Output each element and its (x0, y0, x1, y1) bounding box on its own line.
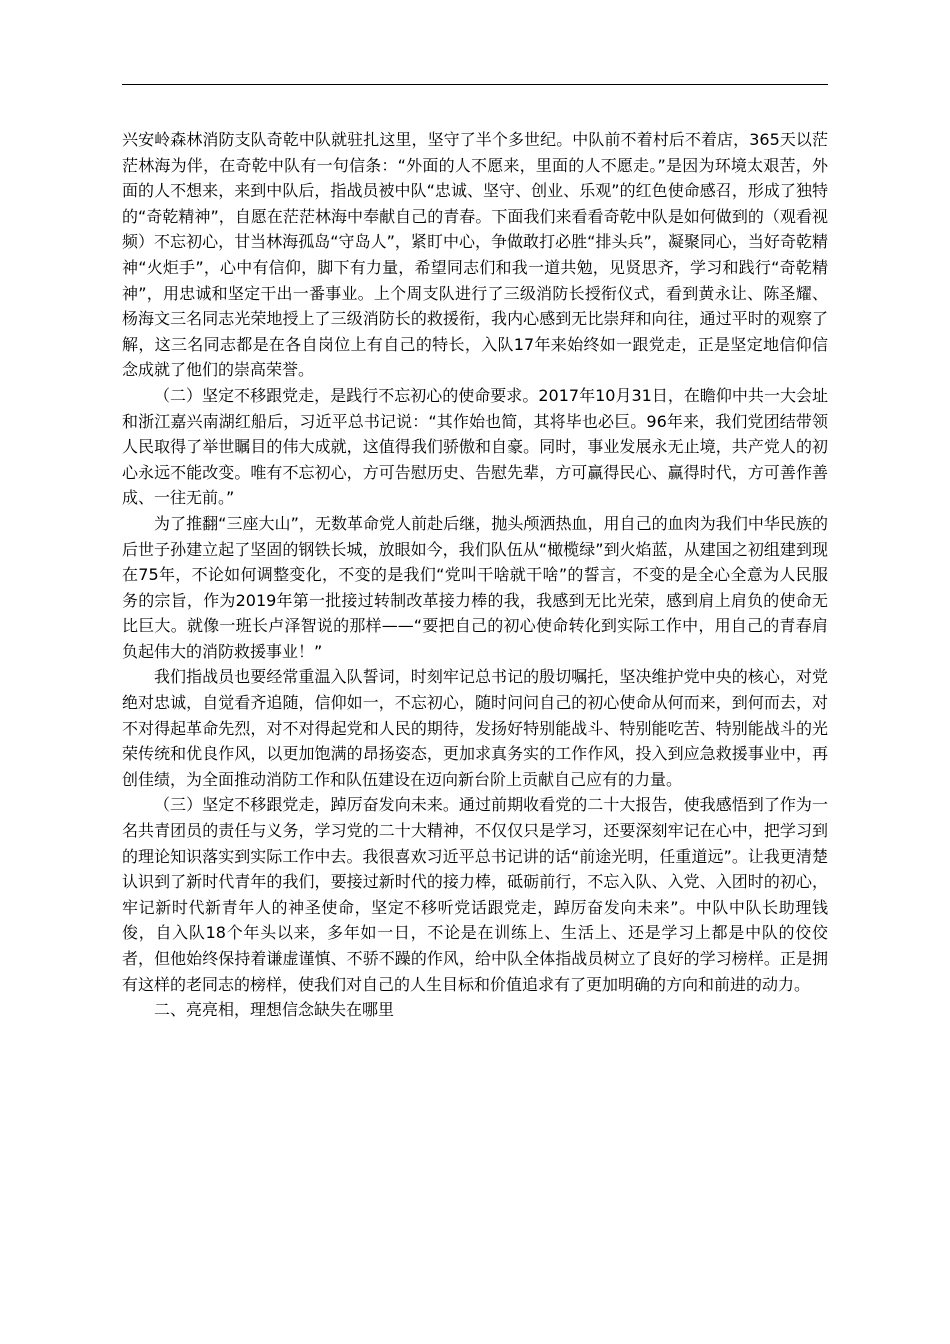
paragraph-oath: 我们指战员也要经常重温入队誓词，时刻牢记总书记的殷切嘱托，坚决维护党中央的核心，对党绝对忠诚，自觉看齐追随，信仰如一，不忘初心，随时问问自己的初心使命从何而来，到何而去，对不对得起革命先烈，对不对得起党和人民的期待，发扬好特别能战斗、特别能吃苦、特别能战斗的光荣传统和优良作风，以更加饱满的昂扬姿态，更加求真务实的工作作风，投入到应急救援事业中，再创佳绩，为全面推动消防工作和队伍建设在迈向新台阶上贡献自己应有的力量。 (122, 667, 828, 789)
paragraph-continuation: 兴安岭森林消防支队奇乾中队就驻扎这里，坚守了半个多世纪。中队前不着村后不着店，365天以茫茫林海为伴，在奇乾中队有一句信条：“外面的人不愿来，里面的人不愿走。”是因为环境太艰苦，外面的人不想来，来到中队后，指战员被中队“忠诚、坚守、创业、乐观”的红色使命感召，形成了独特的“奇乾精神”，自愿在茫茫林海中奉献自己的青春。下面我们来看看奇乾中队是如何做到的（观看视频）不忘初心，甘当林海孤岛“守岛人”，紧盯中心，争做敢打必胜“排头兵”，凝聚同心，当好奇乾精神“火炬手”，心中有信仰，脚下有力量，希望同志们和我一道共勉，见贤思齐，学习和践行“奇乾精神”，用忠诚和坚定干出一番事业。上个周支队进行了三级消防长授衔仪式，看到黄永让、陈圣耀、杨海文三名同志光荣地授上了三级消防长的救援衔，我内心感到无比崇拜和向往，通过平时的观察了解，这三名同志都是在各自岗位上有自己的特长，入队17年来始终如一跟党走，正是坚定地信仰信念成就了他们的崇高荣誉。 (122, 130, 828, 380)
section-heading: 二、亮亮相，理想信念缺失在哪里 (154, 1000, 395, 1020)
document-body (122, 127, 828, 1023)
paragraph-section-three: （三）坚定不移跟党走，踔厉奋发向未来。通过前期收看党的二十大报告，使我感悟到了作为一名共青团员的责任与义务，学习党的二十大精神，不仅仅只是学习，还要深刻牢记在心中，把学习到的理论知识落实到实际工作中去。我很喜欢习近平总书记讲的话“前途光明，任重道远”。让我更清楚认识到了新时代青年的我们，要接过新时代的接力棒，砥砺前行，不忘入队、入党、入团时的初心，牢记新时代新青年人的神圣使命，坚定不移听党话跟党走，踔厉奋发向未来”。中队中队长助理钱俊，自入队18个年头以来，多年如一日，不论是在训练上、生活上、还是学习上都是中队的佼佼者，但他始终保持着谦虚谨慎、不骄不躁的作风，给中队全体指战员树立了良好的学习榜样。正是拥有这样的老同志的榜样，使我们对自己的人生目标和价值追求有了更加明确的方向和前进的动力。 (122, 795, 828, 994)
paragraph-history: 为了推翻“三座大山”，无数革命党人前赴后继，抛头颅洒热血，用自己的血肉为我们中华民族的后世子孙建立起了坚固的钢铁长城，放眼如今，我们队伍从“橄榄绿”到火焰蓝，从建国之初组建到现在75年，不论如何调整变化，不变的是我们“党叫干啥就干啥”的誓言，不变的是全心全意为人民服务的宗旨，作为2019年第一批接过转制改革接力棒的我，我感到无比光荣，感到肩上肩负的使命无比巨大。就像一班长卢泽智说的那样——“要把自己的初心使命转化到实际工作中，用自己的青春肩负起伟大的消防救援事业！” (122, 513, 828, 661)
header-rule (122, 84, 828, 85)
paragraph-section-two: （二）坚定不移跟党走，是践行不忘初心的使命要求。2017年10月31日，在瞻仰中共一大会址和浙江嘉兴南湖红船后，习近平总书记说：“其作始也简，其将毕也必巨。96年来，我们党团结带领人民取得了举世瞩目的伟大成就，这值得我们骄傲和自豪。同时，事业发展永无止境，共产党人的初心永远不能改变。唯有不忘初心，方可告慰历史、告慰先辈，方可赢得民心、赢得时代，方可善作善成、一往无前。” (122, 385, 828, 508)
